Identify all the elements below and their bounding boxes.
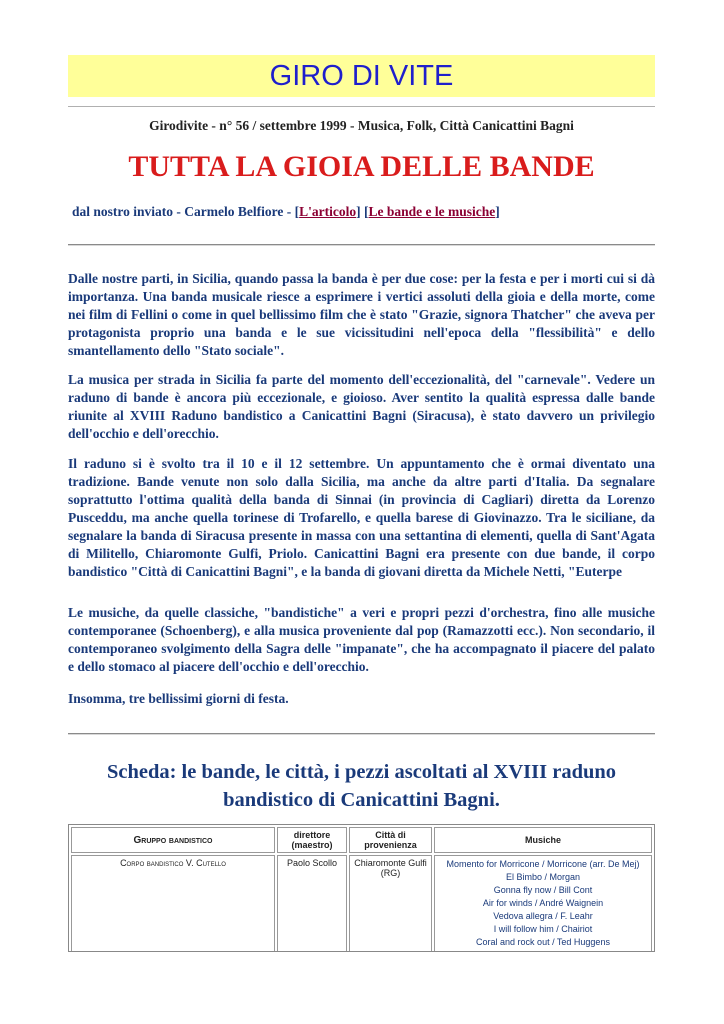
music-item: Air for winds / André Waignein <box>482 898 604 908</box>
byline-mid: ] [ <box>356 204 369 219</box>
site-banner <box>68 55 655 97</box>
col-header-musiche: Musiche <box>434 827 652 853</box>
link-articolo[interactable]: L'articolo <box>299 204 357 219</box>
paragraph-5: Insomma, tre bellissimi giorni di festa. <box>68 691 289 706</box>
bands-table <box>68 824 655 952</box>
table-header-row <box>71 827 652 853</box>
paragraph-3: Il raduno si è svolto tra il 10 e il 12 settembre. Un appuntamento che è ormai diventato una tradizione. Bande venute non solo dalla Sicilia, ma anche da altre parti d'Italia. Da segnalare soprattutto l'ottima qualità della banda di Sinnai (in provincia di Cagliari) diretta da Lorenzo Pusceddu, ma anche quella torinese di Trofarello, e quella barese di Giovinazzo. Tra le siciliane, da segnalare la banda di Siracusa presente in massa con una settantina di elementi, quella di Sant'Agata di Militello, Chiaromonte Gulfi, Priolo. Canicattini Bagni era presente con due bande, il corpo bandistico "Città di Canicattini Bagni", e la banda di giovani diretta da Michele Netti, "Euterpe <box>68 456 655 579</box>
music-item: Coral and rock out / Ted Huggens <box>476 937 610 947</box>
cell-direttore: Paolo Scollo <box>277 855 347 952</box>
music-item: Vedova allegra / F. Leahr <box>493 911 593 921</box>
divider <box>68 244 655 246</box>
col-header-gruppo: Gruppo bandistico <box>71 827 275 853</box>
byline <box>72 204 500 220</box>
byline-prefix: dal nostro inviato - Carmelo Belfiore - [ <box>72 204 300 219</box>
music-item: Gonna fly now / Bill Cont <box>493 885 593 895</box>
issue-line: Girodivite - n° 56 / settembre 1999 - Musica, Folk, Città Canicattini Bagni <box>149 118 574 133</box>
paragraph-4: Le musiche, da quelle classiche, "bandistiche" a veri e propri pezzi d'orchestra, fino alle musiche contemporanee (Schoenberg), e alla musica proveniente dal pop (Ramazzotti ecc.). Non secondario, il contemporaneo svolgimento della Sagra delle "impanate", che ha accompagnato il piacere del palato e dello stomaco al piacere dell'occhio e dell'orecchio. <box>68 605 655 674</box>
col-header-citta: Città di provenienza <box>349 827 432 853</box>
article-headline: TUTTA LA GIOIA DELLE BANDE <box>128 150 595 183</box>
scheda-title: Scheda: le bande, le città, i pezzi ascoltati al XVIII raduno bandistico di Canicattini Bagni. <box>106 761 617 811</box>
col-header-direttore: direttore (maestro) <box>277 827 347 853</box>
divider <box>68 106 655 107</box>
paragraph-2: La musica per strada in Sicilia fa parte del momento dell'eccezionalità, del "carnevale". Vedere un raduno di bande è ancora più eccezionale, e gioioso. Aver sentito la qualità espressa dalle bande riunite al XVIII Raduno bandistico a Canicattini Bagni (Siracusa), è stato davvero un privilegio dell'occhio e dell'orecchio. <box>68 372 655 441</box>
site-title: GIRO DI VITE <box>269 60 454 92</box>
table-row <box>71 855 652 952</box>
paragraph-1: Dalle nostre parti, in Sicilia, quando passa la banda è per due cose: per la festa e per i morti cui si dà importanza. Una banda musicale riesce a esprimere i vertici assoluti della gioia e della morte, come nei film di Fellini o come in quel bellissimo film che è stato "Grazie, signora Thatcher" che aveva per protagonista proprio una banda e le sue vicissitudini nell'epoca della "flessibilità" e dello smantellamento dello "Stato sociale". <box>68 271 655 358</box>
divider <box>68 733 655 735</box>
byline-suffix: ] <box>495 204 500 219</box>
cell-gruppo: Corpo bandistico V. Cutello <box>71 855 275 952</box>
music-item: El Bimbo / Morgan <box>505 872 581 882</box>
music-item: I will follow him / Chairiot <box>493 924 593 934</box>
cell-musiche <box>434 855 652 952</box>
music-item: Momento for Morricone / Morricone (arr. De Mej) <box>446 859 640 869</box>
cell-citta: Chiaromonte Gulfi (RG) <box>349 855 432 952</box>
link-bande-musiche[interactable]: Le bande e le musiche <box>368 204 496 219</box>
